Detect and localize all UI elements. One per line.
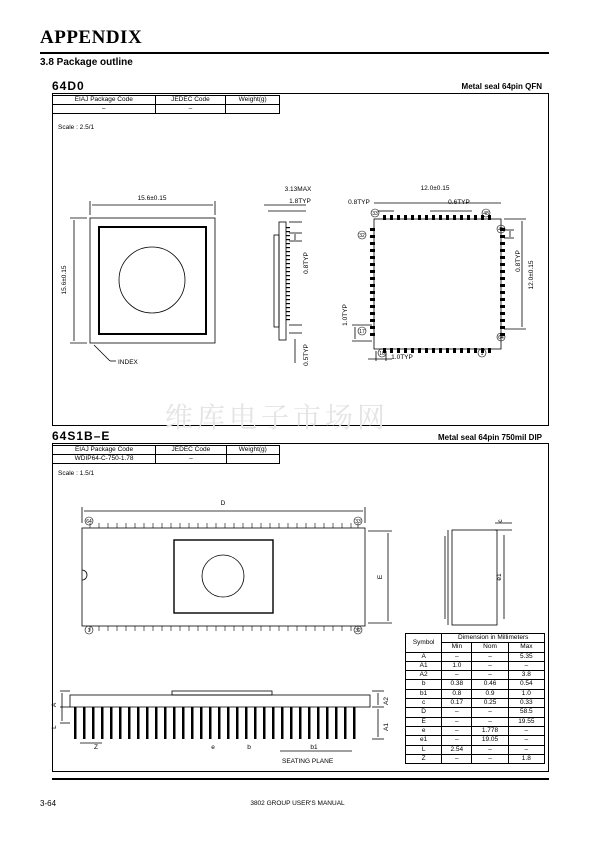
dim-e1-label: e1	[496, 573, 503, 581]
pkg1-drawing	[52, 93, 547, 424]
dim-typ08c-label: 0.8TYP	[515, 250, 522, 272]
pkg2-description: Metal seal 64pin 750mil DIP	[437, 433, 542, 442]
header-rule	[40, 52, 549, 54]
dim-b-label: b	[247, 744, 251, 751]
manual-title: 3802 GROUP USER'S MANUAL	[250, 800, 345, 807]
dip-end-view	[452, 530, 497, 625]
pin-49-label: 49	[498, 227, 504, 233]
qfn-side-body	[279, 222, 286, 340]
info-header-weight: Weight(g)	[226, 446, 279, 455]
info-value-jedec: –	[156, 455, 226, 464]
dim-width2-label: 12.0±0.15	[420, 185, 450, 192]
info-header-eiaj: EIAJ Package Code	[53, 96, 156, 105]
info-value-eiaj: –	[53, 105, 156, 114]
dim-c-label: c	[497, 519, 504, 523]
table-row: Z – – 1.8	[406, 754, 545, 763]
table-row: A2 – – 3.8	[406, 671, 545, 680]
dim-group-header: Dimension in Millimeters	[442, 634, 545, 643]
dim-height-label: 15.6±0.15	[61, 265, 68, 295]
dim-e-label: e	[211, 744, 215, 751]
pin-1-label: 1	[87, 628, 91, 634]
qfn-top-outline	[90, 218, 215, 343]
table-row: L 2.54 – –	[406, 745, 545, 754]
pin-32-label: 32	[355, 628, 361, 634]
page-number: 3-64	[40, 799, 57, 808]
table-row: b 0.38 0.46 0.54	[406, 680, 545, 689]
table-row: e – 1.778 –	[406, 726, 545, 735]
info-header-eiaj: EIAJ Package Code	[53, 446, 156, 455]
pin-17-label: 17	[359, 329, 365, 335]
dim-symbol-header: Symbol	[406, 634, 442, 653]
dim-A2-label: A2	[383, 697, 390, 705]
dip-window	[174, 540, 273, 613]
dim-typ10a-label: 1.0TYP	[342, 304, 349, 326]
dim-typ06-label: 0.6TYP	[448, 199, 470, 206]
pin-48-label: 48	[483, 211, 489, 217]
dimension-table	[405, 633, 545, 764]
table-row: A1 1.0 – –	[406, 661, 545, 670]
pkg1-name: 64D0	[52, 79, 85, 93]
qfn-top-inner	[99, 227, 206, 334]
dim-col-nom: Nom	[472, 643, 508, 652]
dip-lid-circle	[202, 555, 244, 597]
dim-max-label: 3.13MAX	[284, 186, 312, 193]
dim-typ18-label: 1.8TYP	[289, 198, 311, 205]
dim-D-label: D	[220, 500, 226, 507]
pin-33-label: 33	[355, 519, 361, 525]
table-row: b1 0.8 0.9 1.0	[406, 689, 545, 698]
pkg1-scale: Scale : 2.5/1	[58, 124, 95, 131]
dim-E-label: E	[377, 574, 384, 580]
pin-33-label: 33	[372, 211, 378, 217]
pkg2-name: 64S1B–E	[52, 429, 111, 443]
section-title: 3.8 Package outline	[40, 57, 133, 68]
dim-Z-label: Z	[94, 744, 98, 751]
table-row: e1 – 19.05 –	[406, 736, 545, 745]
dim-typ08a-label: 0.8TYP	[303, 252, 310, 274]
dip-notch	[82, 570, 87, 580]
watermark-text: 维库电子市场网	[165, 401, 390, 434]
dip-side-pins	[74, 707, 356, 739]
footer-rule	[52, 778, 549, 780]
dim-L-label: L	[51, 725, 58, 729]
info-header-jedec: JEDEC Code	[155, 96, 226, 105]
dim-typ05-label: 0.5TYP	[303, 344, 310, 366]
page-header-title: APPENDIX	[40, 27, 143, 48]
qfn-bottom-outline	[374, 219, 501, 349]
table-row: D – – 58.5	[406, 708, 545, 717]
qfn-bottom-pads	[370, 215, 505, 353]
info-value-eiaj: WDIP64-C-750-1.78	[53, 455, 156, 464]
table-row: A – – 5.35	[406, 652, 545, 661]
pin-16-label: 16	[379, 351, 385, 357]
pkg2-scale: Scale : 1.5/1	[58, 470, 95, 477]
dip-top-pins	[90, 523, 358, 631]
dim-col-max: Max	[508, 643, 544, 652]
pin-64-label: 64	[498, 335, 504, 341]
index-label: INDEX	[118, 359, 138, 366]
seating-plane-label: SEATING PLANE	[282, 758, 334, 765]
info-header-jedec: JEDEC Code	[156, 446, 226, 455]
dip-side-body	[70, 695, 370, 707]
dim-b1-label: b1	[310, 744, 318, 751]
table-row: E – – 19.55	[406, 717, 545, 726]
dim-typ08b-label: 0.8TYP	[348, 199, 370, 206]
dim-A-label: A	[51, 702, 58, 708]
qfn-lid-circle	[119, 247, 185, 313]
pin-32-label: 32	[359, 233, 365, 239]
dim-A1-label: A1	[383, 723, 390, 731]
dim-width-label: 15.6±0.15	[137, 195, 167, 202]
info-header-weight: Weight(g)	[226, 96, 280, 105]
info-value-jedec: –	[155, 105, 226, 114]
table-row: c 0.17 0.25 0.33	[406, 699, 545, 708]
pin-1-label: 1	[480, 351, 484, 357]
dim-typ10b-label: 1.0TYP	[391, 354, 413, 361]
dim-height2-label: 12.0±0.15	[528, 260, 535, 290]
pin-64-label: 64	[86, 519, 92, 525]
pkg1-description: Metal seal 64pin QFN	[461, 82, 542, 91]
dim-col-min: Min	[442, 643, 472, 652]
dip-top-outline	[82, 528, 365, 626]
